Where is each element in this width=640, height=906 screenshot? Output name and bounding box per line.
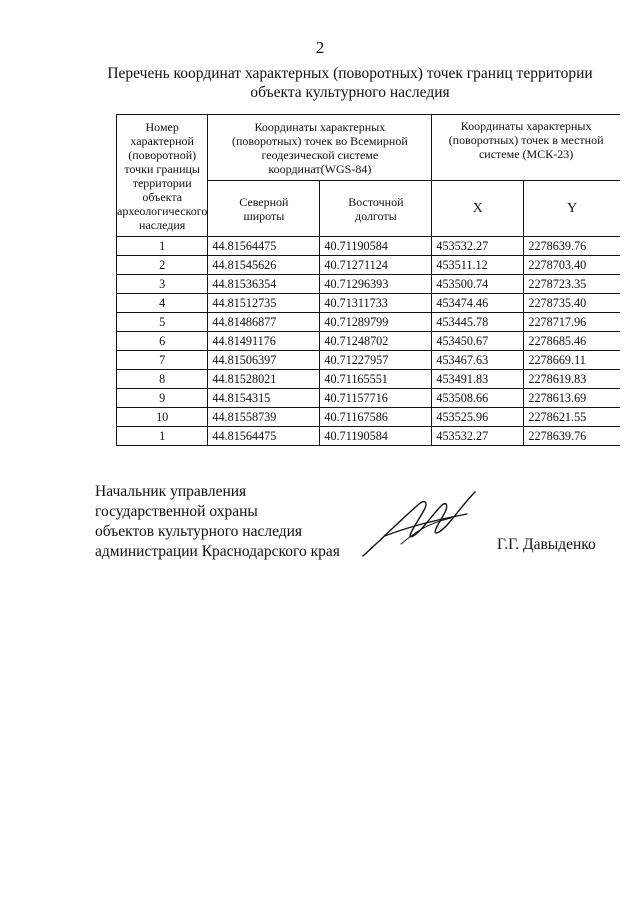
- table-row: 1 44.81564475 40.71190584 453532.27 2278639.76: [117, 427, 620, 446]
- page-number: 2: [315, 38, 325, 57]
- signer-name: Г.Г. Давыденко: [497, 536, 596, 553]
- table-row: 8 44.81528021 40.71165551 453491.83 2278619.83: [117, 370, 620, 389]
- coordinates-table: [116, 114, 620, 446]
- table-row: 6 44.81491176 40.71248702 453450.67 2278685.46: [117, 332, 620, 351]
- header-y: Y: [524, 181, 620, 237]
- signatory-position: Начальник управления государственной охраны объектов культурного наследия администрации Краснодарского края: [95, 483, 340, 560]
- header-east-longitude: Восточной долготы: [320, 181, 432, 237]
- header-msk23: Координаты характерных (поворотных) точек в местной системе (МСК-23): [432, 115, 620, 181]
- table-row: 1 44.81564475 40.71190584 453532.27 2278639.76: [117, 237, 620, 256]
- header-wgs84: Координаты характерных (поворотных) точек во Всемирной геодезической системе координат(WGS-84): [208, 115, 432, 181]
- table-row: 7 44.81506397 40.71227957 453467.63 2278669.11: [117, 351, 620, 370]
- table-row: 3 44.81536354 40.71296393 453500.74 2278723.35: [117, 275, 620, 294]
- table-row: 10 44.81558739 40.71167586 453525.96 2278621.55: [117, 408, 620, 427]
- title-line-1: Перечень координат характерных (поворотных) точек границ территории: [107, 65, 593, 82]
- handwritten-signature: [355, 484, 485, 564]
- table-row: 5 44.81486877 40.71289799 453445.78 2278717.96: [117, 313, 620, 332]
- table-row: 4 44.81512735 40.71311733 453474.46 2278735.40: [117, 294, 620, 313]
- header-x: X: [432, 181, 524, 237]
- table-row: 9 44.8154315 40.71157716 453508.66 2278613.69: [117, 389, 620, 408]
- header-point-number: Номер характерной (поворотной) точки границы территории объекта археологического наследия: [117, 115, 208, 237]
- title-line-2: объекта культурного наследия: [250, 84, 450, 101]
- document-title: [60, 64, 640, 102]
- table-row: 2 44.81545626 40.71271124 453511.12 2278703.40: [117, 256, 620, 275]
- header-north-latitude: Северной широты: [208, 181, 320, 237]
